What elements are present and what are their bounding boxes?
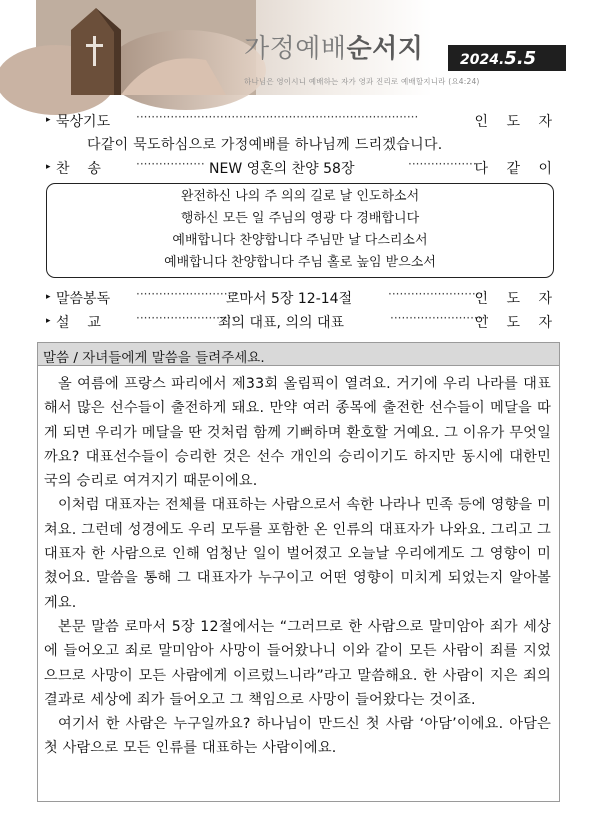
- date-badge: 2024.5.5: [448, 45, 566, 71]
- triangle-bullet-icon: ▸: [46, 316, 51, 326]
- sermon-paragraph: 본문 말씀 로마서 5장 12절에서는 “그러므로 한 사람으로 말미암아 죄가 세상에 들어오고 죄로 말미암아 사망이 들어왔나니 이와 같이 모든 사람이 죄를 지었으므로 사망이 모든 사람에게 이르렀느니라”라고 말씀해요. 한 사람이 지은 죄의 결과로 세상에 죄가 들어오고 그 책임으로 사망이 들어왔다는 것이죠.: [44, 618, 551, 708]
- header-banner: [36, 0, 602, 95]
- lyric-line: 예배합니다 찬양합니다 주님만 날 다스리소서: [172, 233, 428, 248]
- triangle-bullet-icon: ▸: [46, 292, 51, 302]
- dot-leader: ··························: [136, 311, 236, 325]
- order-label: 묵상기도: [56, 114, 111, 130]
- order-leader: 다 같 이: [474, 161, 559, 177]
- order-label: 찬 송: [56, 161, 101, 177]
- order-label: 설 교: [56, 315, 101, 331]
- order-leader: 인 도 자: [474, 291, 559, 307]
- sermon-title: 죄의 대표, 의의 대표: [218, 315, 344, 331]
- order-row-reading: [46, 287, 559, 309]
- reading-title: 로마서 5장 12-14절: [226, 291, 353, 307]
- order-row-silent-prayer: [46, 110, 559, 132]
- prayer-note: 다같이 묵도하심으로 가정예배를 하나님께 드리겠습니다.: [87, 137, 443, 153]
- dot-leader: ·····························: [136, 287, 247, 301]
- sermon-body: [37, 366, 560, 802]
- order-leader: 인 도 자: [474, 114, 559, 130]
- dot-leader: ··················: [136, 157, 205, 171]
- sermon-paragraph: 이처럼 대표자는 전체를 대표하는 사람으로서 속한 나라나 민족 등에 영향을 미쳐요. 그런데 성경에도 우리 모두를 포함한 온 인류의 대표자가 나와요. 그리고 그 대표자 한 사람으로 인해 엄청난 일이 벌어졌고 오늘날 우리에게도 그 영향이 미쳤어요. 말씀을 통해 그 대표자가 누구이고 어떤 영향이 미치게 되었는지 알아볼게요.: [44, 497, 551, 611]
- order-row-hymn: [46, 157, 559, 179]
- triangle-bullet-icon: ▸: [46, 115, 51, 125]
- header-verse: 하나님은 영이시니 예배하는 자가 영과 진리로 예배할지니라 (요4:24): [244, 77, 480, 86]
- praying-hands-house-image: [36, 0, 256, 95]
- lyric-line: 완전하신 나의 주 의의 길로 날 인도하소서: [180, 189, 420, 204]
- dot-leader: ··········································································: [136, 110, 419, 124]
- hymn-lyrics-box: [46, 183, 554, 278]
- dot-leader: ··················: [408, 157, 477, 171]
- sermon-paragraph: 여기서 한 사람은 누구일까요? 하나님이 만드신 첫 사람 ‘아담’이에요. 아담은 첫 사람으로 모든 인류를 대표하는 사람이에요.: [44, 716, 551, 757]
- order-label: 말씀봉독: [56, 291, 111, 307]
- order-row-sermon: [46, 311, 559, 333]
- lyric-line: 예배합니다 찬양합니다 주님 홀로 높임 받으소서: [164, 255, 436, 270]
- lyric-line: 행하신 모든 일 주님의 영광 다 경배합니다: [180, 211, 420, 226]
- sermon-paragraph: 올 여름에 프랑스 파리에서 제33회 올림픽이 열려요. 거기에 우리 나라를 대표해서 많은 선수들이 출전하게 돼요. 만약 여러 종목에 출전한 선수들이 메달을 따게 되면 우리가 메달을 딴 것처럼 함께 기뻐하며 환호할 거예요. 그 이유가 무엇일까요? 대표선수들이 승리한 것은 선수 개인의 승리이기도 하지만 동시에 대한민국의 승리로 여겨지기 때문이에요.: [44, 376, 551, 490]
- dot-leader: ··························: [388, 287, 488, 301]
- dot-leader: ··························: [390, 311, 490, 325]
- order-leader: 인 도 자: [474, 315, 559, 331]
- triangle-bullet-icon: ▸: [46, 162, 51, 172]
- hymn-title: NEW 영혼의 찬양 58장: [209, 161, 355, 177]
- brand-title: 가정예배순서지: [244, 34, 424, 64]
- sermon-heading: 말씀 / 자녀들에게 말씀을 들려주세요.: [37, 342, 560, 366]
